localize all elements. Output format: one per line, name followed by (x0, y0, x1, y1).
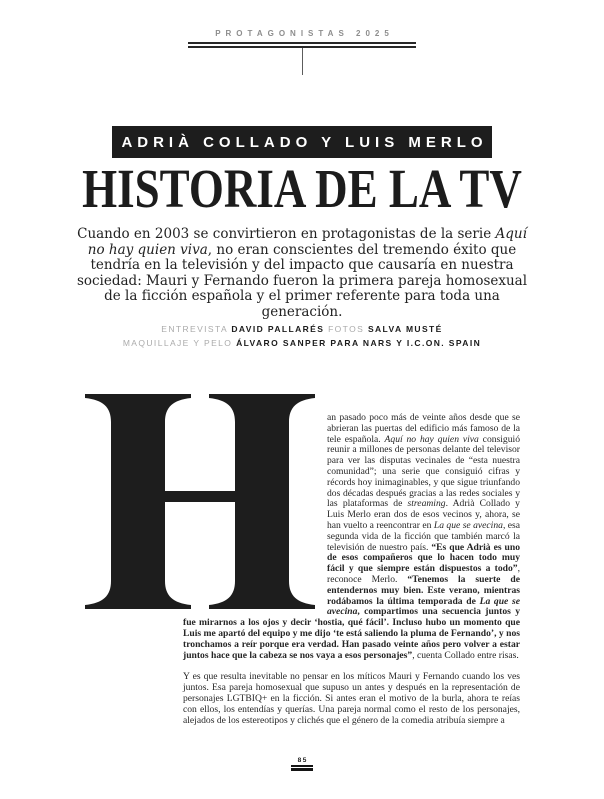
kicker-title: PROTAGONISTAS 2025 (215, 29, 394, 38)
dropcap-h-glyph (85, 394, 315, 609)
names-banner (112, 126, 492, 158)
footer-double-rule (291, 765, 313, 771)
banner-title: ADRIÀ COLLADO Y LUIS MERLO (121, 133, 488, 151)
article-paragraph-2: Y es que resulta inevitable no pensar en los míticos Mauri y Fernando cuando los ves juntos. Esa pareja homosexual que supuso un antes y después en la representación de personajes LGTBIQ+ en la ficción. Si antes eran el motivo de la burla, ahora te reías con ellos, los entendías y querías. Una pareja normal como el resto de los personajes, alejados de los estereotipos y clichés que el género de la comedia atribuía siempre a (183, 671, 520, 726)
credit-line-makeup-hair: MAQUILLAJE Y PELO ÁLVARO SANPER PARA NARS Y I.C.ON. SPAIN (122, 338, 482, 348)
page-number: 85 (297, 757, 308, 764)
header-center-tick (302, 48, 303, 75)
credit-line-interview-photos: ENTREVISTA DAVID PALLARÉS FOTOS SALVA MUSTÉ (161, 324, 443, 334)
intro-paragraph: Cuando en 2003 se convirtieron en protagonistas de la serie Aquí no hay quien viva, no eran conscientes del tremendo éxito que tendría en la televisión y del impacto que causaría en nuestra sociedad: Mauri y Fernando fueron la primera pareja homosexual de la ficción española y el primer referente para toda una generación. (76, 226, 528, 320)
article-body (183, 394, 520, 726)
headline: HISTORIA DE LA TV (82, 158, 522, 220)
credits-block (0, 322, 604, 350)
page-footer (0, 757, 604, 771)
article-paragraph-1: an pasado poco más de veinte años desde que se abrieran las puertas del edificio más famoso de la tele española. Aquí no hay quien viva consiguió reunir a millones de personas delante del televisor para ver las disputas vecinales de “esta nuestra comunidad”; una serie que consiguió cifras y récords hoy inimaginables, y que sigue triunfando dos décadas después gracias a las redes sociales y las plataformas de streaming. Adrià Collado y Luis Merlo eran dos de esos vecinos y, ahora, se han vuelto a reencontrar en La que se avecina, esa segunda vida de la ficción que también marcó la televisión de nuestro país. “Es que Adrià es uno de esos compañeros que lo hacen todo muy fácil y que siempre están dispuestos a todo”, reconoce Merlo. “Tenemos la suerte de entendernos muy bien. Este verano, mientras rodábamos la última temporada de La que se avecina, compartimos una secuencia juntos y fue mirarnos a los ojos y decir ‘hostia, qué fácil’. Incluso hubo un momento que Luis me apartó del equipo y me dijo ‘te está saliendo la pluma de Fernando’, y nos tronchamos a reír porque era verdad. Han pasado veinte años pero volver a estar juntos hace que la cabeza se nos vaya a esos personajes”, cuenta Collado entre risas. (183, 412, 520, 661)
dropcap-letter-h (85, 394, 315, 609)
page-header (0, 0, 604, 75)
